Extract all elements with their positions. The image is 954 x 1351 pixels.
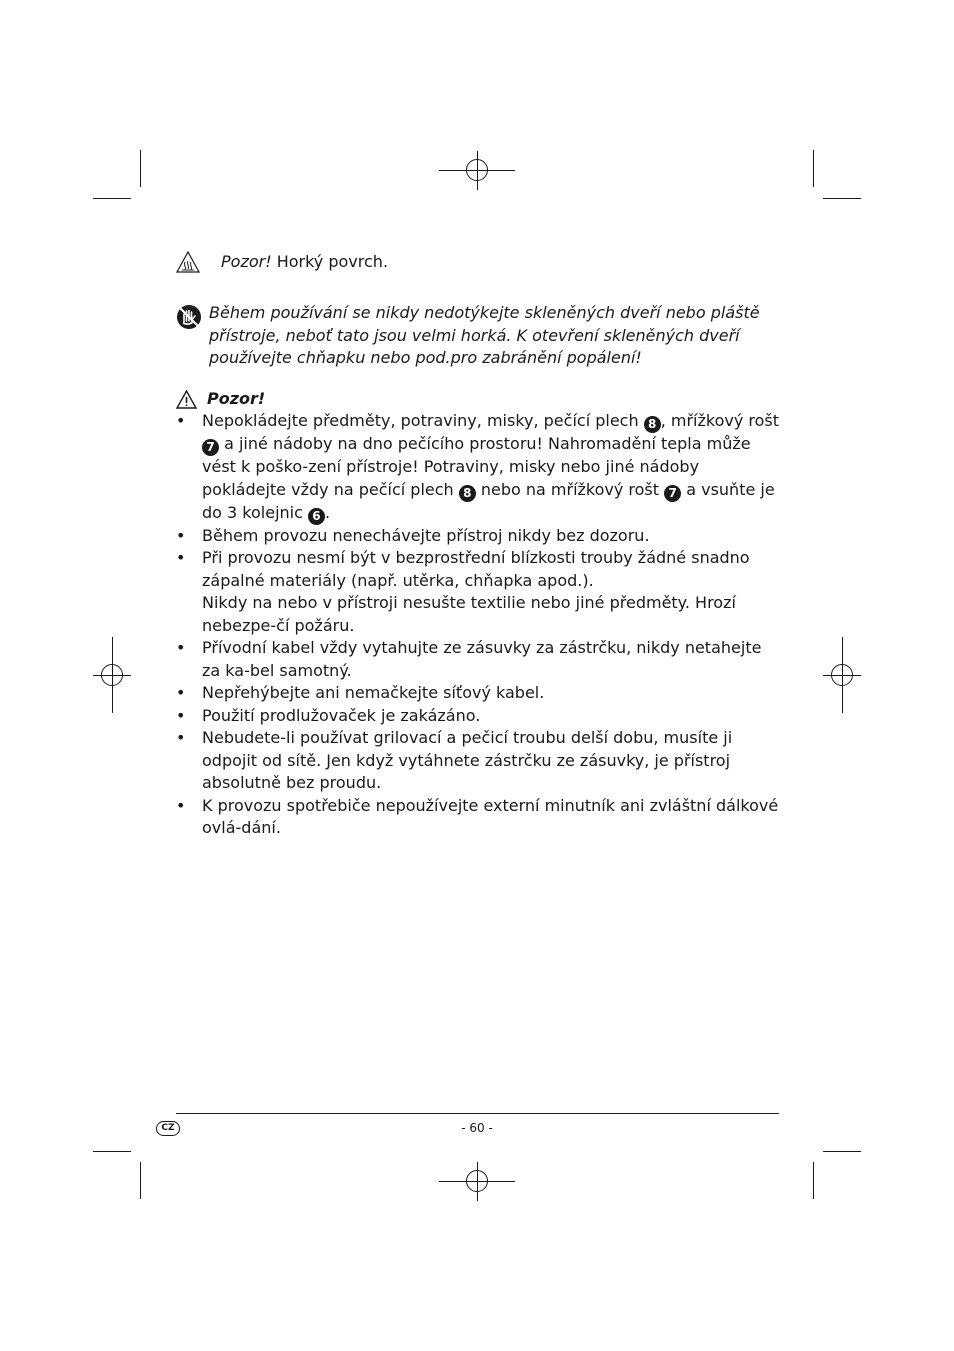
hand-warning-text: Během používání se nikdy nedotýkejte skleněných dveří nebo pláště přístroje, neboť tato jsou velmi horká. K otevření skleněných dveří používejte chňapku nebo pod.pro zabránění popálení!: [209, 303, 760, 367]
registration-mark-left-circle: [101, 664, 123, 686]
bullet: •: [176, 525, 186, 545]
registration-mark-bottom-circle: [466, 1170, 488, 1192]
bullet-text: Nebudete-li používat grilovací a pečicí troubu delší dobu, musíte ji odpojit od sítě. Jen když vytáhnete zástrčku ze zásuvky, je přístroj absolutně bez proudu.: [202, 728, 733, 792]
hot-surface-text: Horký povrch.: [271, 252, 389, 271]
warning-triangle-icon: [176, 390, 197, 409]
part-number-badge: 8: [459, 485, 476, 502]
do-not-touch-hand-icon: [176, 304, 202, 330]
list-item: [176, 682, 782, 705]
bullet: •: [176, 728, 186, 747]
list-item: [176, 705, 782, 728]
bullet-text: Nikdy na nebo v přístroji nesušte textilie nebo jiné předměty. Hrozí nebezpe-čí požáru.: [202, 593, 736, 635]
bullet-text: a vsuňte je do 3 kolejnic: [202, 479, 775, 522]
bullet: •: [176, 411, 186, 430]
list-item: [176, 547, 782, 637]
list-item: [176, 795, 782, 840]
bullet-text: Nepřehýbejte ani nemačkejte síťový kabel.: [202, 683, 545, 702]
list-item: [176, 637, 782, 682]
registration-mark-right-circle: [831, 664, 853, 686]
bullet: •: [176, 548, 186, 567]
crop-mark-top-right-h: [823, 198, 861, 199]
bullet-text: Během provozu nenechávejte přístroj nikdy bez dozoru.: [202, 525, 650, 545]
part-number-badge: 8: [644, 416, 661, 433]
page-number: - 60 -: [461, 1121, 493, 1135]
hot-surface-prefix: Pozor!: [221, 252, 272, 271]
list-item: [176, 525, 782, 548]
bullet-text: a jiné nádoby na dno pečícího prostoru! Nahromadění tepla může vést k poško-zení přístroje! Potraviny, misky nebo jiné nádoby pokládejte vždy na pečící plech: [202, 434, 751, 499]
country-badge-label: CZ: [161, 1123, 175, 1133]
bullet-text: Nepokládejte předměty, potraviny, misky, pečící plech: [202, 411, 644, 430]
country-badge: [156, 1121, 180, 1136]
bullet: •: [176, 638, 186, 657]
crop-mark-bottom-right-v: [813, 1162, 814, 1199]
crop-mark-bottom-left-h: [93, 1151, 131, 1152]
bullet-text: Použití prodlužovaček je zakázáno.: [202, 705, 481, 725]
bullet-text: K provozu spotřebiče nepoužívejte externí minutník ani zvláštní dálkové ovlá-dání.: [202, 795, 779, 837]
crop-mark-bottom-left-v: [140, 1162, 141, 1199]
bullet: •: [176, 795, 186, 815]
bullet-text: nebo na mřížkový rošt: [475, 479, 665, 499]
list-item: [176, 410, 782, 525]
bullet-text: , mřížkový rošt: [660, 411, 779, 430]
bullet: •: [176, 683, 186, 702]
bullet-text: Při provozu nesmí být v bezprostřední blízkosti trouby žádné snadno zápalné materiály (např. utěrka, chňapka apod.).: [202, 548, 750, 590]
registration-mark-top-circle: [466, 159, 488, 181]
crop-mark-top-left-h: [93, 198, 131, 199]
bullet: •: [176, 705, 186, 725]
bullet-text: .: [324, 502, 331, 522]
bullet-text: Přívodní kabel vždy vytahujte ze zásuvky za zástrčku, nikdy netahejte za ka-bel samotný.: [202, 638, 762, 680]
crop-mark-top-right-v: [813, 150, 814, 187]
caution-heading: Pozor!: [207, 389, 266, 408]
part-number-badge: 7: [664, 485, 681, 502]
hot-surface-warning-icon: [176, 251, 200, 273]
crop-mark-bottom-right-h: [823, 1151, 861, 1152]
footer-rule: [176, 1113, 779, 1114]
hot-surface-warning: [221, 251, 388, 274]
list-item: [176, 727, 782, 795]
part-number-badge: 7: [202, 439, 219, 456]
crop-mark-top-left-v: [140, 150, 141, 187]
safety-bullet-list: [176, 410, 782, 840]
part-number-badge: 6: [308, 508, 325, 525]
